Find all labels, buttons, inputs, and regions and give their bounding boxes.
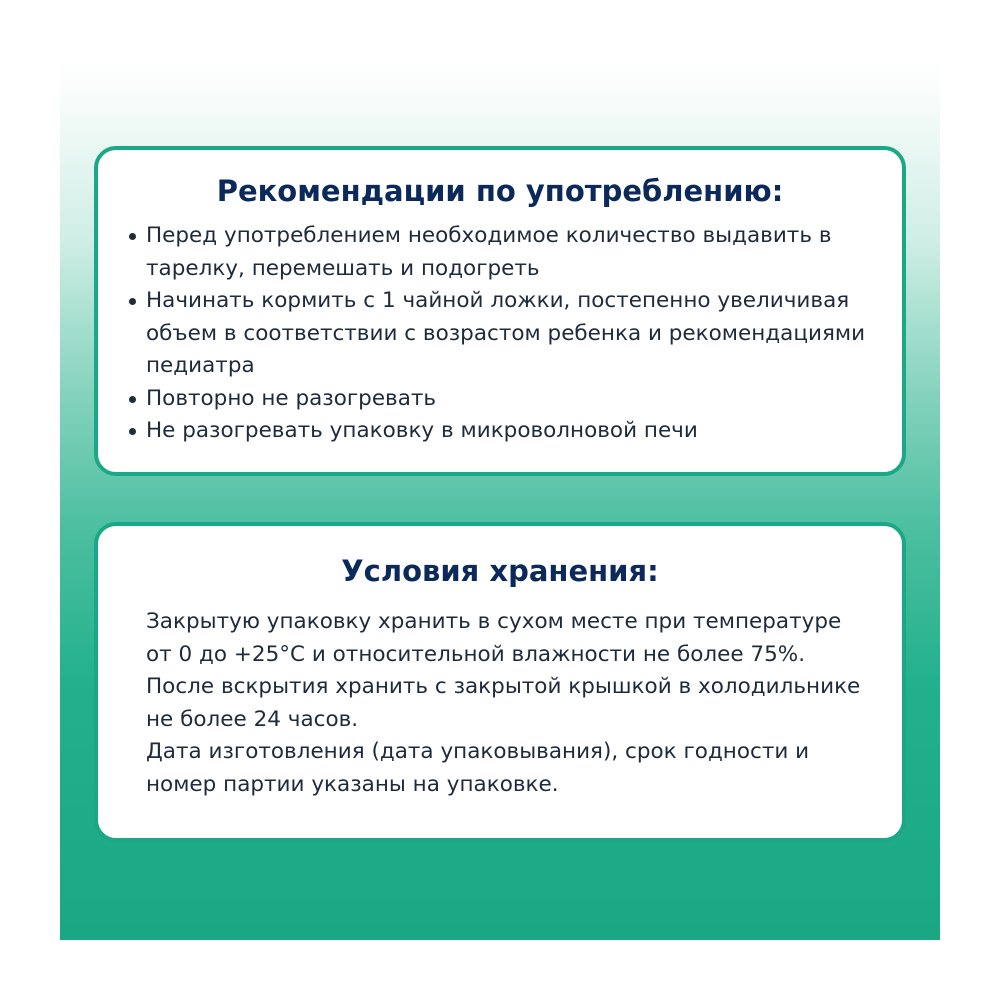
bullet-dot-icon — [129, 428, 136, 435]
info-panel — [60, 60, 940, 940]
storage-paragraph: После вскрытия хранить с закрытой крышкой в холодильнике не более 24 часов. — [146, 674, 861, 732]
usage-recommendations-card — [94, 146, 906, 476]
list-item — [126, 383, 878, 416]
list-item-text: Начинать кормить с 1 чайной ложки, постепенно увеличивая объем в соответствии с возрастом ребенка и рекомендациями педиатра — [146, 288, 866, 378]
bullet-dot-icon — [129, 298, 136, 305]
list-item-text: Повторно не разогревать — [146, 385, 437, 411]
storage-title: Условия хранения: — [341, 554, 659, 588]
bullet-dot-icon — [129, 233, 136, 240]
bullet-dot-icon — [129, 396, 136, 403]
list-item — [126, 415, 878, 448]
list-item-text: Перед употреблением необходимое количество выдавить в тарелку, перемешать и подогреть — [146, 223, 832, 281]
storage-paragraph: Дата изготовления (дата упаковывания), срок годности и номер партии указаны на упаковке. — [146, 739, 810, 797]
list-item — [126, 220, 878, 285]
usage-list — [98, 220, 902, 448]
storage-conditions-card — [94, 522, 906, 842]
storage-paragraph: Закрытую упаковку хранить в сухом месте при температуре от 0 до +25°С и относительной влажности не более 75%. — [146, 609, 842, 667]
usage-title: Рекомендации по употреблению: — [216, 174, 784, 208]
list-item-text: Не разогревать упаковку в микроволновой печи — [146, 418, 698, 443]
storage-text — [98, 606, 902, 801]
list-item — [126, 285, 878, 383]
